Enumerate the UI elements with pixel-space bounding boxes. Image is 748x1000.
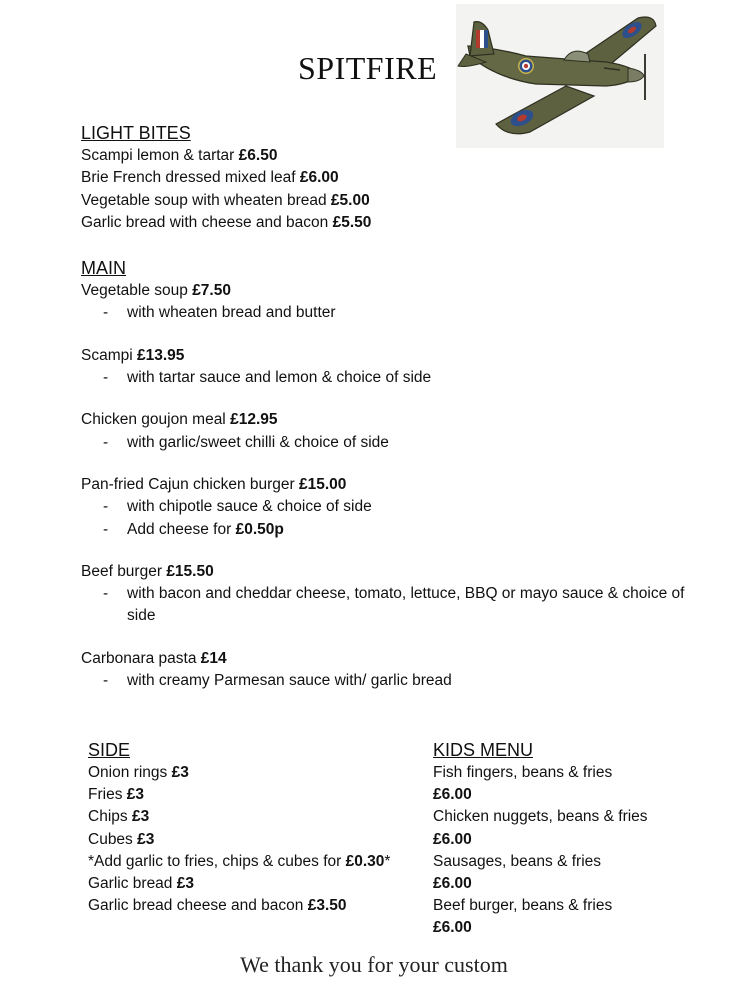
- item-note: - with chipotle sauce & choice of side: [81, 496, 721, 518]
- side-item: Fries £3: [88, 786, 145, 804]
- side-item: Cubes £3: [88, 830, 155, 848]
- side-heading: SIDE: [88, 740, 131, 760]
- item-note: - with wheaten bread and butter: [81, 302, 721, 324]
- item-note: - with garlic/sweet chilli & choice of side: [81, 432, 721, 454]
- menu-item: Chicken goujon meal £12.95: [81, 411, 278, 429]
- kids-heading: KIDS MENU: [433, 740, 534, 760]
- menu-body: [81, 121, 721, 692]
- kids-item: Chicken nuggets, beans & fries £6.00: [433, 808, 648, 848]
- menu-item: Vegetable soup with wheaten bread £5.00: [81, 191, 370, 209]
- menu-item: Carbonara pasta £14: [81, 649, 227, 667]
- menu-title: SPITFIRE: [298, 50, 438, 86]
- side-item: Onion rings £3: [88, 764, 189, 781]
- main-heading: MAIN: [81, 258, 126, 279]
- light-bites-heading: LIGHT BITES: [81, 123, 191, 143]
- menu-item: Scampi lemon & tartar £6.50: [81, 147, 278, 164]
- kids-item: Fish fingers, beans & fries £6.00: [433, 764, 613, 804]
- menu-item: Beef burger £15.50: [81, 562, 214, 580]
- kids-item: Beef burger, beans & fries £6.00: [433, 897, 613, 937]
- item-note: - with tartar sauce and lemon & choice of side: [81, 367, 721, 389]
- side-item: Chips £3: [88, 808, 150, 826]
- footer-thanks: We thank you for your custom: [240, 952, 508, 977]
- item-note: - with creamy Parmesan sauce with/ garlic bread: [81, 670, 721, 692]
- item-note: - Add cheese for £0.50p: [81, 519, 721, 541]
- menu-item: Vegetable soup £7.50: [81, 282, 231, 300]
- menu-item: Garlic bread with cheese and bacon £5.50: [81, 213, 372, 231]
- kids-column: [433, 738, 648, 940]
- side-column: [88, 738, 428, 917]
- item-note: - with bacon and cheddar cheese, tomato, lettuce, BBQ or mayo sauce & choice of side: [81, 583, 707, 628]
- menu-item: Scampi £13.95: [81, 346, 185, 364]
- side-item: Garlic bread cheese and bacon £3.50: [88, 897, 347, 915]
- kids-item: Sausages, beans & fries £6.00: [433, 852, 602, 893]
- side-item: *Add garlic to fries, chips & cubes for £0.30*: [88, 852, 391, 870]
- menu-item: Brie French dressed mixed leaf £6.00: [81, 169, 339, 187]
- menu-item: Pan-fried Cajun chicken burger £15.00: [81, 475, 347, 493]
- side-item: Garlic bread £3: [88, 875, 194, 893]
